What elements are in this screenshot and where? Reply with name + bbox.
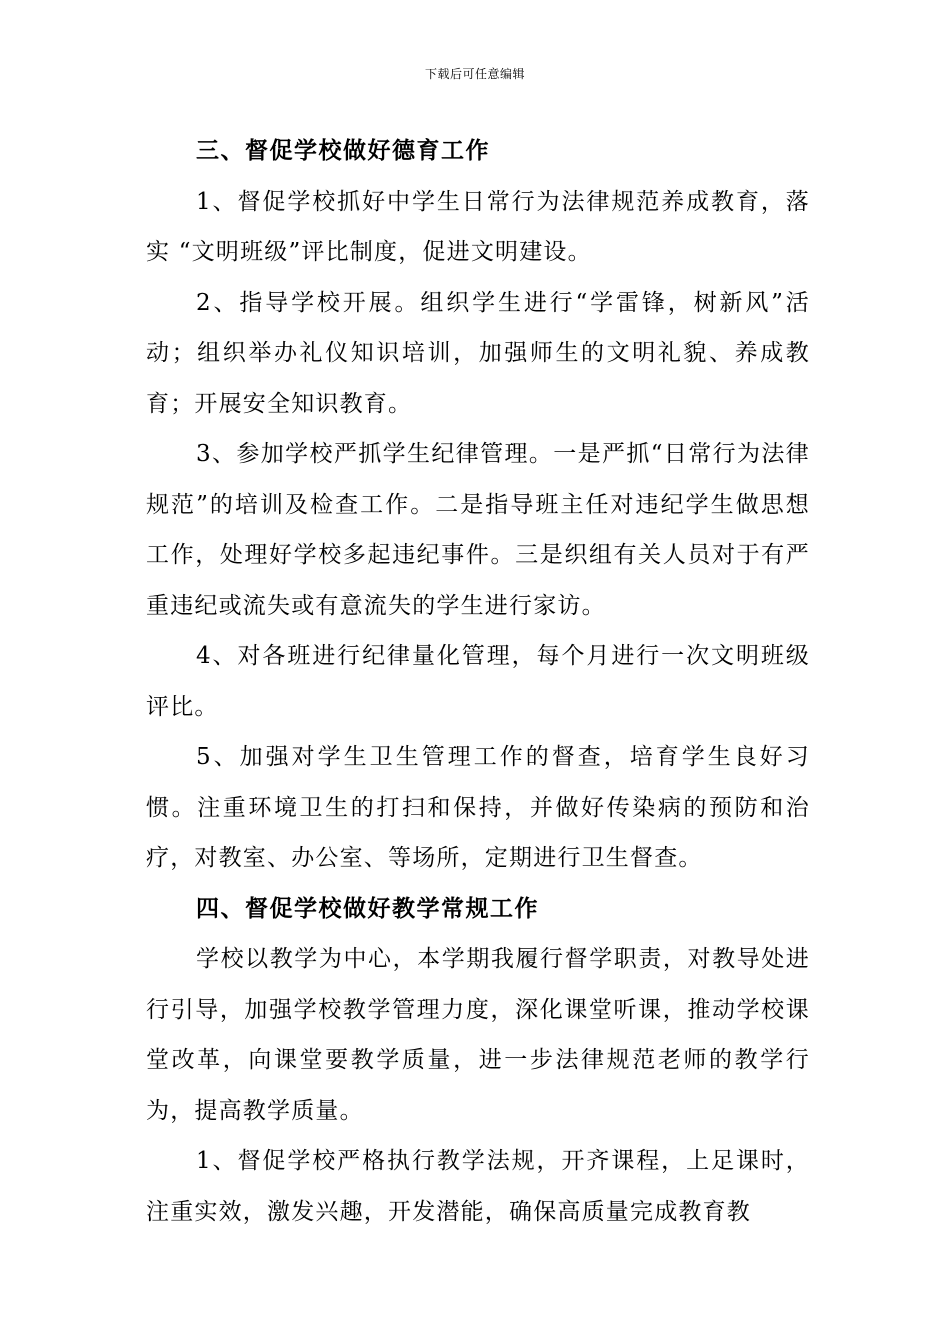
paragraph-item-1: 1、督促学校抓好中学生日常行为法律规范养成教育，落实 “文明班级”评比制度，促进文明建设。	[146, 188, 810, 265]
header-note: 下载后可任意编辑	[424, 67, 525, 81]
paragraph-item-4: 4、对各班进行纪律量化管理，每个月进行一次文明班级评比。	[146, 643, 810, 720]
paragraph-teaching-intro: 学校以教学为中心，本学期我履行督学职责，对教导处进行引导，加强学校教学管理力度，深化课堂听课，推动学校课堂改革，向课堂要教学质量，进一步法律规范老师的教学行为，提高教学质量。	[146, 946, 810, 1124]
paragraph-item-2: 2、指导学校开展。组织学生进行“学雷锋，树新风”活动；组织举办礼仪知识培训，加强师生的文明礼貌、养成教育；开展安全知识教育。	[146, 289, 810, 417]
paragraph-teaching-item-1: 1、督促学校严格执行教学法规，开齐课程，上足课时，注重实效，激发兴趣，开发潜能，确保高质量完成教育教	[146, 1148, 810, 1225]
section-heading-teaching-routine: 四、督促学校做好教学常规工作	[196, 895, 539, 922]
paragraph-item-5: 5、加强对学生卫生管理工作的督查，培育学生良好习惯。注重环境卫生的打扫和保持，并做好传染病的预防和治疗，对教室、办公室、等场所，定期进行卫生督查。	[146, 744, 810, 871]
document-body	[146, 126, 810, 1237]
section-heading-moral-education: 三、督促学校做好德育工作	[196, 138, 490, 164]
paragraph-item-3: 3、参加学校严抓学生纪律管理。一是严抓“日常行为法律规范”的培训及检查工作。二是指导班主任对违纪学生做思想工作，处理好学校多起违纪事件。三是织组有关人员对于有严重违纪或流失或有意流失的学生进行家访。	[146, 441, 810, 619]
